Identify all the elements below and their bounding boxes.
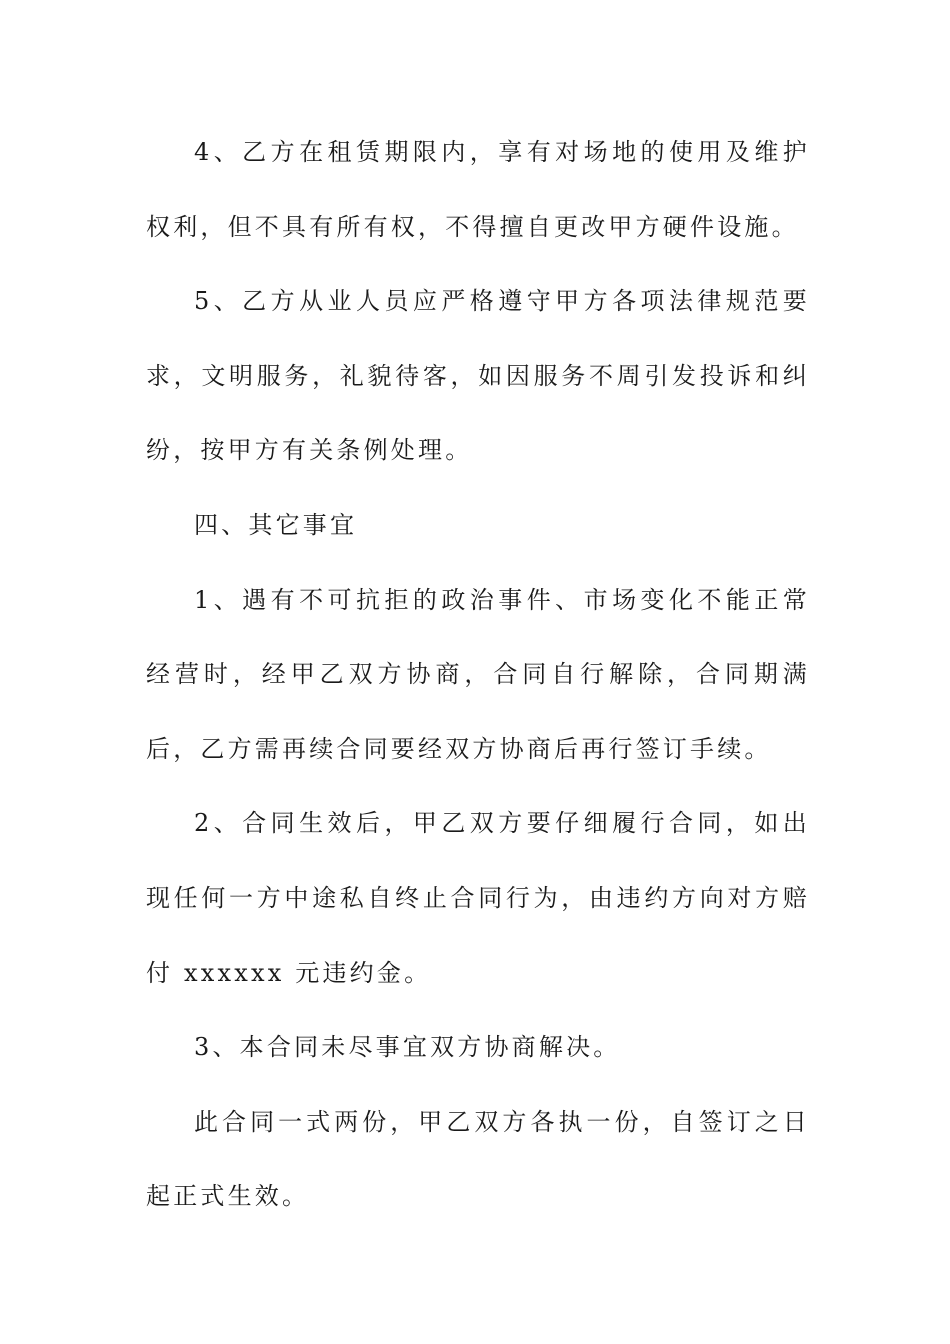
paragraph-other-3: 3、本合同未尽事宜双方协商解决。	[194, 1033, 621, 1062]
paragraph-closing: 此合同一式两份，甲乙双方各执一份，自签订之日起正式生效。	[146, 1107, 810, 1211]
document-body	[146, 115, 810, 1234]
paragraph-clause-5: 5、乙方从业人员应严格遵守甲方各项法律规范要求，文明服务，礼貌待客，如因服务不周引发投诉和纠纷，按甲方有关条例处理。	[146, 287, 810, 465]
paragraph-clause-4: 4、乙方在租赁期限内，享有对场地的使用及维护权利，但不具有所有权，不得擅自更改甲方硬件设施。	[146, 138, 810, 241]
paragraph-other-1: 1、遇有不可抗拒的政治事件、市场变化不能正常经营时，经甲乙双方协商，合同自行解除，合同期满后，乙方需再续合同要经双方协商后再行签订手续。	[146, 585, 810, 763]
paragraph-other-2: 2、合同生效后，甲乙双方要仔细履行合同，如出现任何一方中途私自终止合同行为，由违约方向对方赔付 xxxxxx 元违约金。	[146, 809, 810, 987]
section-heading-other-matters: 四、其它事宜	[194, 510, 358, 539]
